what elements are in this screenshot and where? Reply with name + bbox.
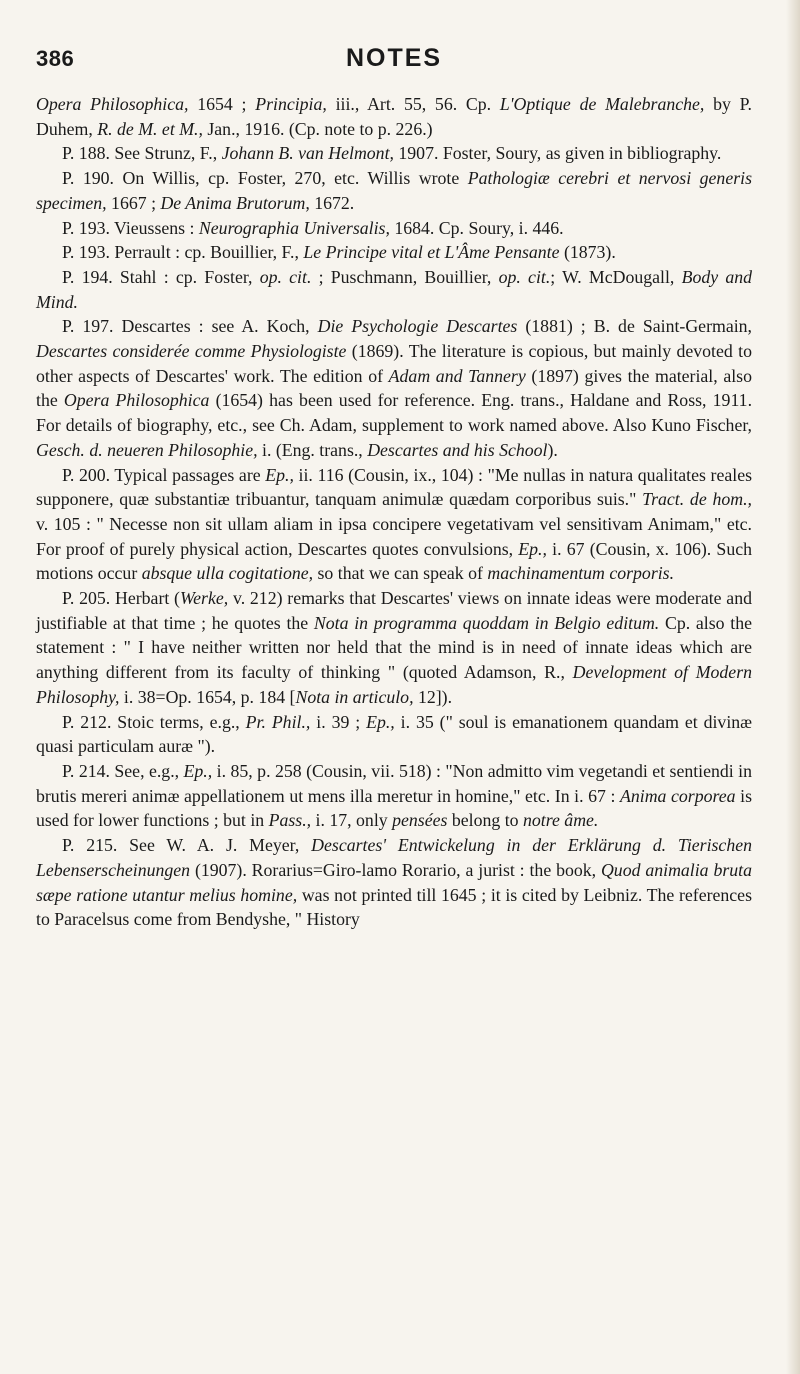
text-run: v. 105 : " Necesse non sit ullam aliam in ipsa concipere vegetativam vel sensitivam Animam," etc. For proof of purely physical action, Descartes quotes convulsions, — [36, 513, 752, 559]
text-run: i. 39 ; — [310, 711, 367, 732]
note-paragraph — [36, 141, 752, 166]
text-run: i. 38=Op. 1654, p. 184 [ — [119, 686, 296, 707]
italic-text: Nota in articulo, — [295, 686, 414, 707]
text-run: i. 85, p. 258 (Cousin, vii. 518) : "Non admitto vim vegetandi et sentiendi in brutis mereri animæ appellationem ut mens illa meretur in homine," etc. In i. 67 : — [36, 760, 753, 806]
text-run: P. 197. Descartes : see A. Koch, — [62, 316, 318, 337]
text-run: 1667 ; — [106, 192, 161, 213]
text-run: v. 212) remarks that Descartes' views on innate ideas were moderate and justifiable at that time ; he quotes the — [36, 588, 752, 633]
text-run: P. 193. Vieussens : — [62, 217, 199, 238]
text-run: P. 212. Stoic terms, e.g., — [62, 711, 246, 732]
text-run: (1869). The literature is copious, but mainly devoted to other aspects of Descartes' work. The edition of — [36, 341, 752, 386]
text-run: i. 17, only — [311, 810, 393, 831]
notes-body — [36, 92, 752, 932]
note-paragraph — [36, 216, 752, 241]
note-paragraph — [36, 166, 752, 215]
note-paragraph — [36, 463, 752, 587]
text-run: P. 190. On Willis, cp. Foster, 270, etc. Willis wrote — [62, 168, 468, 189]
italic-text: Pass., — [268, 810, 312, 831]
italic-text: Body and Mind. — [36, 266, 753, 312]
italic-text: op. cit. — [498, 266, 551, 287]
note-paragraph — [36, 240, 752, 265]
text-run: P. 193. Perrault : cp. Bouillier, F., — [62, 242, 304, 263]
italic-text: Anima corporea — [620, 785, 736, 806]
note-paragraph — [36, 92, 752, 141]
text-run: (1897) gives the material, also the — [36, 365, 752, 411]
text-run: P. 205. Herbart ( — [62, 588, 180, 609]
text-run: ; Puschmann, Bouillier, — [311, 266, 499, 287]
text-run: belong to — [447, 810, 523, 831]
italic-text: L'Optique de Malebranche, — [499, 94, 705, 114]
text-run: i. (Eng. trans., — [257, 439, 368, 460]
text-run: P. 194. Stahl : cp. Foster, — [62, 266, 260, 287]
text-run: 1907. Foster, Soury, as given in bibliography. — [393, 143, 722, 164]
page-number: 386 — [36, 46, 75, 71]
note-paragraph — [36, 265, 752, 314]
text-run: 1684. Cp. Soury, i. 446. — [389, 217, 564, 238]
italic-text: Ep., — [265, 464, 294, 485]
text-run: Jan., 1916. (Cp. note to p. 226.) — [202, 118, 433, 139]
text-run: (1907). Rorarius=Giro-lamo Rorario, a jurist : the book, — [190, 859, 601, 880]
text-run: iii., Art. 55, 56. Cp. — [326, 94, 500, 114]
italic-text: Ep., — [183, 760, 213, 781]
note-paragraph — [36, 586, 752, 710]
italic-text: Ep., — [366, 711, 395, 732]
italic-text: Principia, — [255, 94, 327, 114]
italic-text: Le Principe vital et L'Âme Pensante — [303, 242, 560, 263]
text-run: (1654) has been used for reference. Eng. trans., Haldane and Ross, 1911. For details of biography, etc., see Ch. Adam, supplement to work named above. Also Kuno Fischer, — [36, 390, 753, 436]
text-run: (1881) ; B. de Saint-Germain, — [517, 316, 752, 337]
note-paragraph — [36, 314, 752, 462]
page-edge — [786, 0, 800, 1374]
italic-text: Gesch. d. neueren Philosophie, — [36, 439, 258, 460]
italic-text: Neurographia Universalis, — [198, 217, 390, 238]
note-paragraph — [36, 759, 752, 833]
italic-text: Quod animalia bruta sæpe ratione utantur melius homine, — [36, 859, 752, 905]
text-run: P. 188. See Strunz, F., — [62, 143, 222, 164]
italic-text: machinamentum corporis. — [487, 563, 675, 584]
italic-text: Adam and Tannery — [388, 365, 526, 386]
note-paragraph — [36, 710, 752, 759]
italic-text: absque ulla cogitatione, — [141, 563, 314, 584]
italic-text: Johann B. van Helmont, — [221, 143, 394, 164]
text-run: 1654 ; — [188, 94, 256, 114]
text-run: was not printed till 1645 ; it is cited by Leibniz. The references to Paracelsus come from Bendyshe, " History — [36, 884, 752, 930]
note-paragraph — [36, 833, 752, 932]
italic-text: Descartes considerée comme Physiologiste — [36, 341, 347, 362]
italic-text: Descartes and his School — [367, 439, 548, 460]
text-run: ; W. McDougall, — [550, 266, 682, 287]
text-run: 12]). — [413, 686, 453, 707]
italic-text: Opera Philosophica — [63, 390, 210, 411]
text-run: ). — [547, 439, 558, 460]
text-run: ii. 116 (Cousin, ix., 104) : "Me nullas in natura qualitates reales supponere, quæ substantiæ tribuantur, tanquam animulæ quædam corporibus suis." — [36, 464, 753, 510]
text-run: (1873). — [559, 242, 616, 263]
italic-text: Tract. de hom., — [642, 489, 752, 510]
text-run: P. 214. See, e.g., — [62, 760, 184, 781]
italic-text: Werke, — [179, 588, 229, 609]
italic-text: op. cit. — [259, 266, 312, 287]
italic-text: Ep., — [518, 538, 547, 559]
italic-text: Descartes' Entwickelung in der Erklärung d. Tierischen Lebenserscheinungen — [36, 835, 752, 880]
text-run: 1672. — [309, 192, 355, 213]
text-run: by P. Duhem, — [36, 94, 752, 139]
text-run: Cp. also the statement : " I have neither written nor held that the mind is in need of innate ideas which are anything different from its faculty of thinking " (quoted Adamson, R., — [36, 612, 752, 683]
text-run: i. 35 (" soul is emanationem quandam et divinæ quasi particulam auræ "). — [36, 711, 753, 757]
text-run: P. 215. See W. A. J. Meyer, — [62, 835, 312, 856]
italic-text: De Anima Brutorum, — [160, 192, 310, 213]
italic-text: notre âme. — [522, 810, 599, 831]
text-run: so that we can speak of — [313, 563, 488, 584]
italic-text: Opera Philosophica, — [36, 94, 189, 114]
italic-text: Nota in programma quoddam in Belgio editum. — [313, 612, 660, 633]
page-header — [36, 40, 752, 80]
italic-text: Die Psychologie Descartes — [317, 316, 518, 337]
italic-text: Pathologiæ cerebri et nervosi generis specimen, — [36, 168, 752, 213]
text-run: i. 67 (Cousin, x. 106). Such motions occur — [36, 538, 752, 584]
text-run: is used for lower functions ; but in — [36, 785, 752, 831]
italic-text: Pr. Phil., — [245, 711, 311, 732]
running-title: NOTES — [345, 44, 443, 72]
text-run: P. 200. Typical passages are — [62, 464, 266, 485]
italic-text: R. de M. et M., — [97, 118, 203, 139]
italic-text: Development of Modern Philosophy, — [36, 662, 752, 707]
italic-text: pensées — [392, 810, 448, 831]
